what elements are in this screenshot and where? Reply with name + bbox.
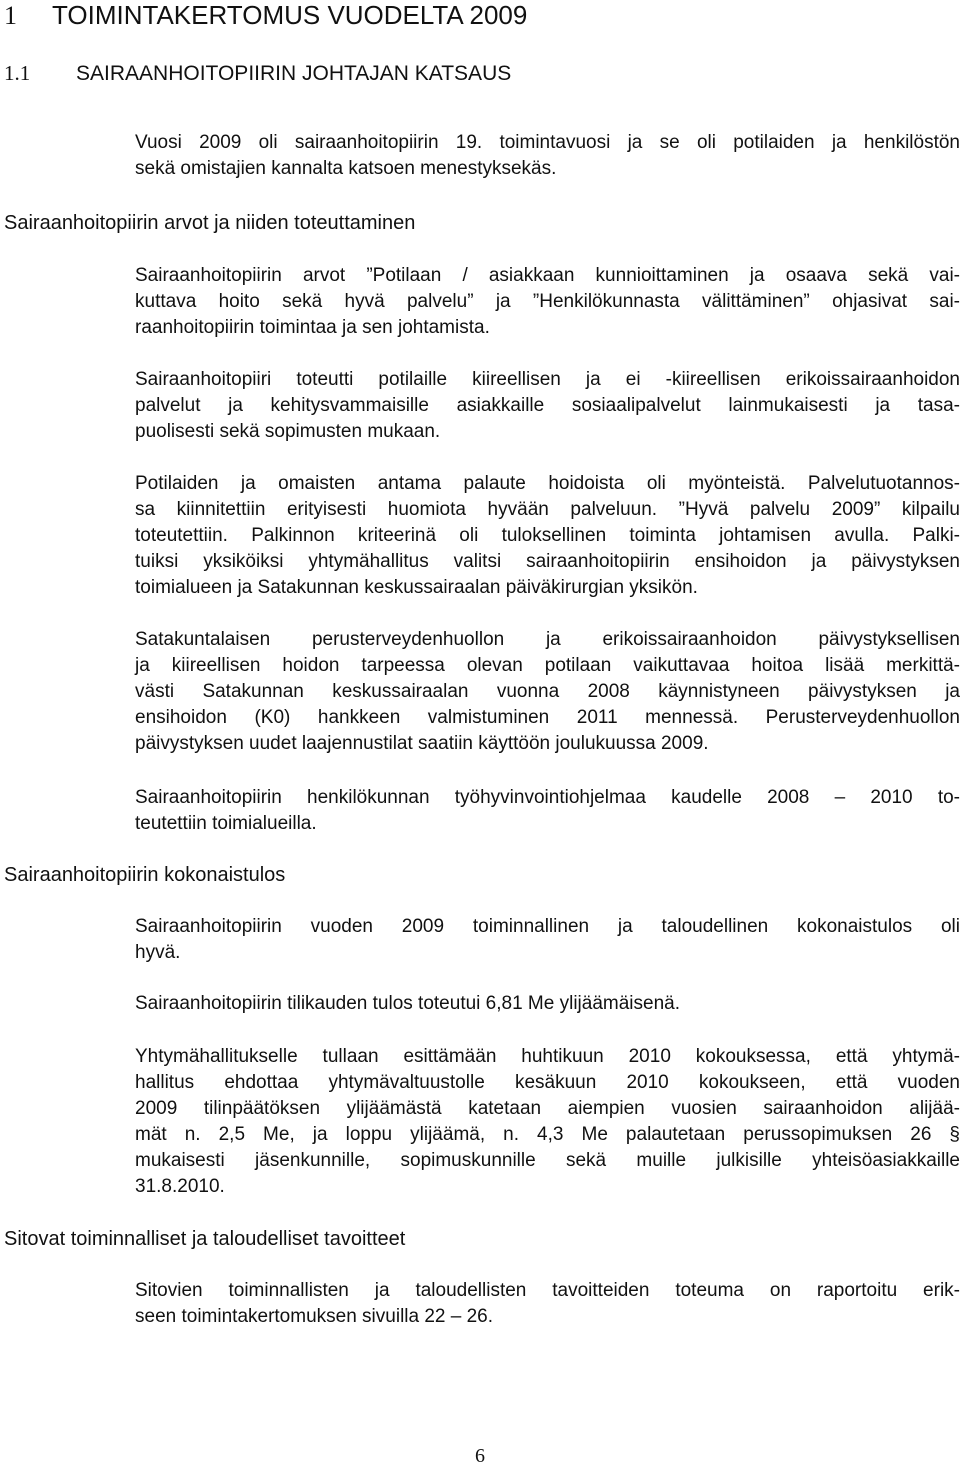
subheading-values: Sairaanhoitopiirin arvot ja niiden toteuttaminen [4,212,416,234]
paragraph-line: Satakuntalaisen perusterveydenhuollon ja erikoissairaanhoidon päivystyksellisen [135,629,960,650]
page-number: 6 [475,1445,485,1467]
paragraph-line: Yhtymähallitukselle tullaan esittämään huhtikuun 2010 kokouksessa, että yhtymä- [135,1046,960,1067]
values-paragraph-3 [135,471,960,601]
paragraph-line: Sairaanhoitopiirin tilikauden tulos toteutui 6,81 Me ylijäämäisenä. [135,993,680,1014]
paragraph-line: seen toimintakertomuksen sivuilla 22 – 26. [135,1306,494,1327]
goals-paragraph-1 [135,1278,960,1330]
section-number: 1.1 [4,61,31,85]
paragraph-line: palvelut ja kehitysvammaisille asiakkaille sosiaalipalvelut lainmukaisesti ja tasa- [135,395,960,416]
section-heading [4,59,511,88]
intro-paragraph [135,130,960,182]
values-paragraph-2 [135,367,960,445]
paragraph-line: puolisesti sekä sopimusten mukaan. [135,421,441,442]
paragraph-line: mät n. 2,5 Me, ja loppu ylijäämä, n. 4,3 Me palautetaan perussopimuksen 26 § [135,1124,960,1145]
chapter-title: TOIMINTAKERTOMUS VUODELTA 2009 [52,0,528,30]
paragraph-line: kuttava hoito sekä hyvä palvelu” ja ”Henkilökunnasta välittäminen” ohjasivat sai- [135,291,960,312]
paragraph-line: sekä omistajien kannalta katsoen menestyksekäs. [135,158,557,179]
paragraph-line: 2009 tilinpäätöksen ylijäämästä katetaan aiempien vuosien sairaanhoidon alijää- [135,1098,960,1119]
paragraph-line: teutettiin toimialueilla. [135,813,317,834]
result-paragraph-1 [135,914,960,966]
paragraph-line: ja kiireellisen hoidon tarpeessa olevan potilaan vaikuttavaa hoitoa lisää merkittä- [135,655,960,676]
paragraph-line: päivystyksen uudet laajennustilat saatiin käyttöön joulukuussa 2009. [135,733,709,754]
paragraph-line: Sairaanhoitopiirin vuoden 2009 toiminnallinen ja taloudellinen kokonaistulos oli [135,916,960,937]
paragraph-line: västi Satakunnan keskussairaalan vuonna 2008 käynnistyneen päivystyksen ja [135,681,960,702]
paragraph-line: tuiksi yksiköiksi yhtymähallitus valitsi sairaanhoitopiirin ensihoidon ja päivystyksen [135,551,960,572]
result-paragraph-3 [135,1044,960,1200]
paragraph-line: Sairaanhoitopiirin henkilökunnan työhyvinvointiohjelmaa kaudelle 2008 – 2010 to- [135,787,960,808]
chapter-heading [4,0,527,31]
paragraph-line: Sairaanhoitopiiri toteutti potilaille kiireellisen ja ei -kiireellisen erikoissairaanhoidon [135,369,960,390]
paragraph-line: toteutettiin. Palkinnon kriteerinä oli tuloksellinen toiminta johtamisen avulla. Palki- [135,525,960,546]
values-paragraph-1 [135,263,960,341]
paragraph-line: Sairaanhoitopiirin arvot ”Potilaan / asiakkaan kunnioittaminen ja osaava sekä vai- [135,265,960,286]
paragraph-line: Potilaiden ja omaisten antama palaute hoidoista oli myönteistä. Palvelutuotannos- [135,473,960,494]
values-paragraph-5 [135,785,960,837]
subheading-result: Sairaanhoitopiirin kokonaistulos [4,864,286,886]
paragraph-line: raanhoitopiirin toimintaa ja sen johtamista. [135,317,490,338]
paragraph-line: ensihoidon (K0) hankkeen valmistuminen 2011 mennessä. Perusterveydenhuollon [135,707,960,728]
paragraph-line: 31.8.2010. [135,1176,225,1197]
chapter-number: 1 [4,1,17,30]
paragraph-line: toimialueen ja Satakunnan keskussairaalan päiväkirurgian yksikön. [135,577,698,598]
paragraph-line: Sitovien toiminnallisten ja taloudellisten tavoitteiden toteuma on raportoitu erik- [135,1280,960,1301]
paragraph-line: hallitus ehdottaa yhtymävaltuustolle kesäkuun 2010 kokoukseen, että vuoden [135,1072,960,1093]
values-paragraph-4 [135,627,960,757]
paragraph-line: mukaisesti jäsenkunnille, sopimuskunnille sekä muille julkisille yhteisöasiakkaille [135,1150,960,1171]
result-paragraph-2 [135,991,960,1017]
section-title: SAIRAANHOITOPIIRIN JOHTAJAN KATSAUS [76,62,512,85]
paragraph-line: Vuosi 2009 oli sairaanhoitopiirin 19. toimintavuosi ja se oli potilaiden ja henkilöstön [135,132,960,153]
paragraph-line: sa kiinnitettiin erityisesti huomiota hyvään palveluun. ”Hyvä palvelu 2009” kilpailu [135,499,960,520]
subheading-goals: Sitovat toiminnalliset ja taloudelliset tavoitteet [4,1228,406,1250]
paragraph-line: hyvä. [135,942,181,963]
